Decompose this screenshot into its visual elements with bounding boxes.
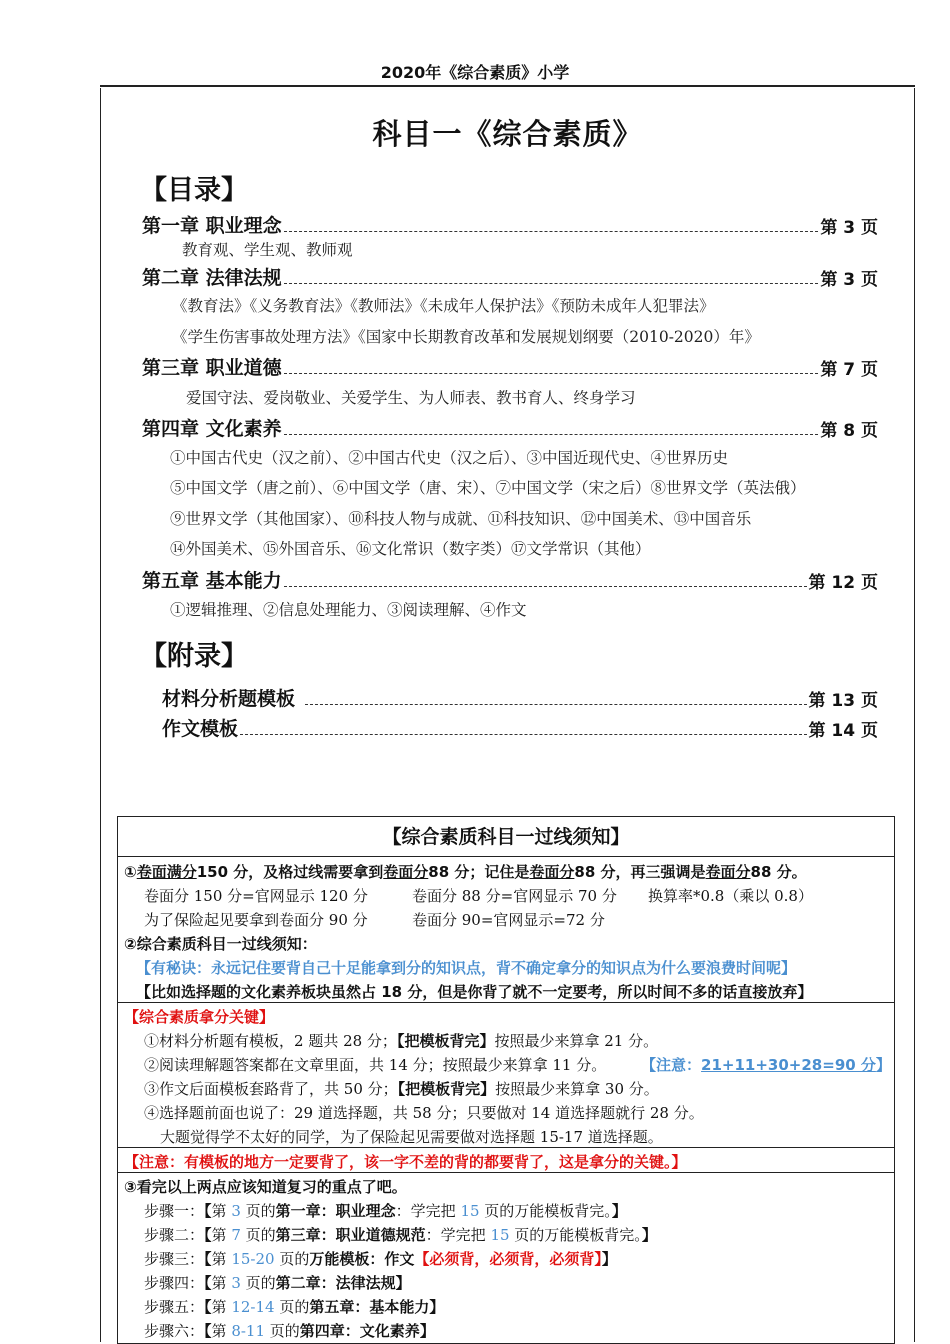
text-segment: 】	[419, 1322, 435, 1340]
text-segment: 】	[641, 1226, 657, 1244]
appendix-item-page: 第 13 页	[808, 691, 878, 711]
score-note: 为了保险起见要拿到卷面分 90 分	[144, 911, 368, 929]
key-point: 大题觉得学不太好的同学，为了保险起见需要做对选择题 15-17 道选择题。	[160, 1128, 663, 1146]
page-ref: 3	[231, 1202, 241, 1220]
text-segment: ①	[124, 863, 137, 881]
text-segment: ①材料分析题有模板，2 题共 28 分；	[144, 1032, 397, 1050]
secret-tip: 【有秘诀：永远记住要背自己十足能拿到分的知识点，背不确定拿分的知识点为什么要浪费时间呢】	[136, 959, 797, 977]
text-segment: 按照最少来算拿 30 分。	[495, 1080, 659, 1098]
text-segment: 第	[211, 1322, 232, 1340]
total-note	[641, 1056, 891, 1074]
must-memorize-note: 【必须背，必须背，必须背】	[414, 1250, 602, 1268]
box-divider	[117, 856, 895, 857]
toc-subtopics: ①逻辑推理、②信息处理能力、③阅读理解、④作文	[170, 601, 527, 619]
page-ref: 7	[231, 1226, 241, 1244]
page-ref: 15	[490, 1226, 510, 1244]
text-segment: 【	[204, 1250, 212, 1268]
toc-entry-chapter-1[interactable]	[142, 211, 878, 238]
toc-page-number: 第 8 页	[820, 421, 878, 441]
key-point: ④选择题前面也说了：29 道选择题，共 58 分；只要做对 14 道选择题就行 28 分。	[144, 1104, 704, 1122]
text-segment: 第	[211, 1298, 232, 1316]
text-segment: ：学完把	[425, 1226, 491, 1244]
page-ref: 3	[231, 1274, 241, 1292]
section-3-heading: ③看完以上两点应该知道复习的重点了吧。	[124, 1178, 407, 1196]
appendix-heading: 【附录】	[140, 641, 248, 672]
step-label: 步骤四：	[144, 1274, 205, 1292]
header-rule	[100, 85, 915, 87]
toc-subtopics: ①中国古代史（汉之前）、②中国古代史（汉之后）、③中国近现代史、④世界历史	[170, 449, 729, 467]
study-step	[144, 1296, 444, 1317]
key-point	[144, 1030, 658, 1051]
section-2-heading: ②综合素质科目一过线须知：	[124, 935, 317, 953]
text-segment: 页的万能模板背完。	[479, 1202, 612, 1220]
chapter-ref: 万能模板：作文	[309, 1250, 415, 1268]
text-segment: ②阅读理解题答案都在文章里面，共 14 分；按照最少来算拿 11 分。	[144, 1056, 607, 1074]
chapter-ref: 第一章：职业理念	[275, 1202, 396, 1220]
score-note: 卷面分 90=官网显示=72 分	[412, 911, 605, 929]
toc-page-number: 第 7 页	[820, 360, 878, 380]
page-ref: 8-11	[231, 1322, 266, 1340]
key-point	[144, 1078, 659, 1099]
text-segment: 】	[429, 1298, 445, 1316]
box-divider	[117, 1002, 895, 1003]
text-segment: 88 分；记住是	[428, 863, 530, 881]
study-step	[144, 1224, 657, 1245]
text-segment: 【	[204, 1298, 212, 1316]
appendix-entry-essay-template[interactable]	[162, 714, 878, 741]
toc-chapter-title: 第五章 基本能力	[142, 570, 282, 592]
text-segment: 【把模板背完】	[396, 1032, 495, 1050]
text-segment: ：学完把	[395, 1202, 461, 1220]
study-step	[144, 1272, 411, 1293]
toc-chapter-title: 第二章 法律法规	[142, 267, 282, 289]
step-label: 步骤五：	[144, 1298, 205, 1316]
study-step	[144, 1200, 627, 1221]
text-segment: 页的	[274, 1298, 310, 1316]
toc-leader	[284, 373, 819, 374]
toc-entry-chapter-5[interactable]	[142, 566, 878, 593]
step-label: 步骤三：	[144, 1250, 205, 1268]
appendix-item-title: 材料分析题模板	[162, 688, 296, 710]
toc-page-number: 第 3 页	[820, 270, 878, 290]
skip-note: 【比如选择题的文化素养板块虽然占 18 分，但是你背了就不一定要考，所以时间不多的话直接放弃】	[136, 983, 813, 1001]
toc-leader	[240, 734, 806, 735]
text-segment: 第	[211, 1250, 232, 1268]
box-divider	[117, 1147, 895, 1148]
text-segment: 【	[204, 1322, 212, 1340]
text-segment: 】	[395, 1274, 411, 1292]
text-segment: 【	[204, 1274, 212, 1292]
text-segment: 【	[204, 1226, 212, 1244]
toc-subtopics: 《教育法》《义务教育法》《教师法》《未成年人保护法》《预防未成年人犯罪法》	[172, 297, 715, 315]
appendix-entry-material-template[interactable]	[162, 684, 878, 711]
toc-chapter-title: 第一章 职业理念	[142, 215, 282, 237]
text-segment: 卷面满分	[136, 863, 197, 881]
page-ref: 12-14	[231, 1298, 275, 1316]
text-segment: 【把模板背完】	[397, 1080, 496, 1098]
toc-subtopics: 爱国守法、爱岗敬业、关爱学生、为人师表、教书育人、终身学习	[186, 389, 636, 407]
score-note: 换算率*0.8（乘以 0.8）	[648, 887, 813, 905]
text-segment: 】	[611, 1202, 627, 1220]
page-ref: 15-20	[231, 1250, 275, 1268]
toc-subtopics: 《学生伤害事故处理方法》《国家中长期教育改革和发展规划纲要（2010-2020）年》	[172, 328, 760, 346]
toc-subtopics: ⑨世界文学（其他国家）、⑩科技人物与成就、⑪科技知识、⑫中国美术、⑬中国音乐	[170, 510, 752, 528]
appendix-item-page: 第 14 页	[808, 721, 878, 741]
step-label: 步骤六：	[144, 1322, 205, 1340]
text-segment: 页的	[240, 1274, 276, 1292]
text-segment: 页的	[274, 1250, 310, 1268]
toc-entry-chapter-2[interactable]	[142, 263, 878, 290]
toc-chapter-title: 第四章 文化素养	[142, 418, 282, 440]
toc-page-number: 第 12 页	[808, 573, 878, 593]
text-segment: 卷面分	[529, 863, 575, 881]
text-segment: 第	[211, 1274, 232, 1292]
chapter-ref: 第二章：法律法规	[275, 1274, 396, 1292]
toc-leader	[284, 434, 819, 435]
toc-subtopics: ⑭外国美术、⑮外国音乐、⑯文化常识（数字类）⑰文学常识（其他）	[170, 540, 651, 558]
text-segment: 88 分，再三强调是	[574, 863, 706, 881]
study-step	[144, 1248, 617, 1269]
toc-leader	[305, 704, 806, 705]
toc-chapter-title: 第三章 职业道德	[142, 357, 282, 379]
chapter-ref: 第四章：文化素养	[299, 1322, 420, 1340]
box-title: 【综合素质科目一过线须知】	[382, 826, 630, 848]
text-segment: ③作文后面模板套路背了，共 50 分；	[144, 1080, 398, 1098]
pass-score-line	[124, 861, 807, 882]
text-segment: 】	[875, 1056, 891, 1074]
text-segment: 页的	[265, 1322, 300, 1340]
score-note: 卷面分 88 分=官网显示 70 分	[412, 887, 617, 905]
text-segment: 【	[204, 1202, 212, 1220]
toc-entry-chapter-4[interactable]	[142, 414, 878, 441]
text-segment: 【注意：	[641, 1056, 702, 1074]
score-note: 卷面分 150 分=官网显示 120 分	[144, 887, 368, 905]
step-label: 步骤一：	[144, 1202, 205, 1220]
text-segment: 卷面分	[383, 863, 429, 881]
text-segment: 150 分，及格过线需要拿到	[196, 863, 384, 881]
text-segment: 页的	[240, 1202, 276, 1220]
text-segment: 88 分。	[750, 863, 807, 881]
study-step	[144, 1320, 435, 1341]
text-segment: 第	[211, 1226, 232, 1244]
step-label: 步骤二：	[144, 1226, 205, 1244]
page-header: 2020年《综合素质》小学	[380, 63, 570, 82]
chapter-ref: 第三章：职业道德规范	[275, 1226, 426, 1244]
toc-leader	[284, 283, 819, 284]
text-segment: 21+11+30+28=90 分	[701, 1056, 876, 1074]
toc-page-number: 第 3 页	[820, 218, 878, 238]
toc-subtopics: ⑤中国文学（唐之前）、⑥中国文学（唐、宋）、⑦中国文学（宋之后）⑧世界文学（英法俄）	[170, 479, 806, 497]
key-points-heading: 【综合素质拿分关键】	[124, 1008, 275, 1026]
toc-heading: 【目录】	[140, 175, 248, 206]
template-warning: 【注意：有模板的地方一定要背了，该一字不差的背的都要背了，这是拿分的关键。】	[124, 1153, 687, 1171]
toc-leader	[284, 586, 807, 587]
toc-entry-chapter-3[interactable]	[142, 353, 878, 380]
page-ref: 15	[460, 1202, 480, 1220]
box-divider	[117, 1172, 895, 1173]
chapter-ref: 第五章：基本能力	[309, 1298, 430, 1316]
text-segment: 卷面分	[705, 863, 751, 881]
text-segment: 按照最少来算拿 21 分。	[494, 1032, 659, 1050]
text-segment: 】	[601, 1250, 617, 1268]
text-segment: 第	[211, 1202, 232, 1220]
toc-leader	[284, 231, 819, 232]
document-title: 科目一《综合素质》	[372, 117, 643, 151]
toc-subtopics: 教育观、学生观、教师观	[182, 241, 353, 259]
appendix-item-title: 作文模板	[162, 718, 239, 740]
text-segment: 页的	[240, 1226, 276, 1244]
text-segment: 页的万能模板背完。	[509, 1226, 642, 1244]
key-point	[144, 1054, 891, 1075]
